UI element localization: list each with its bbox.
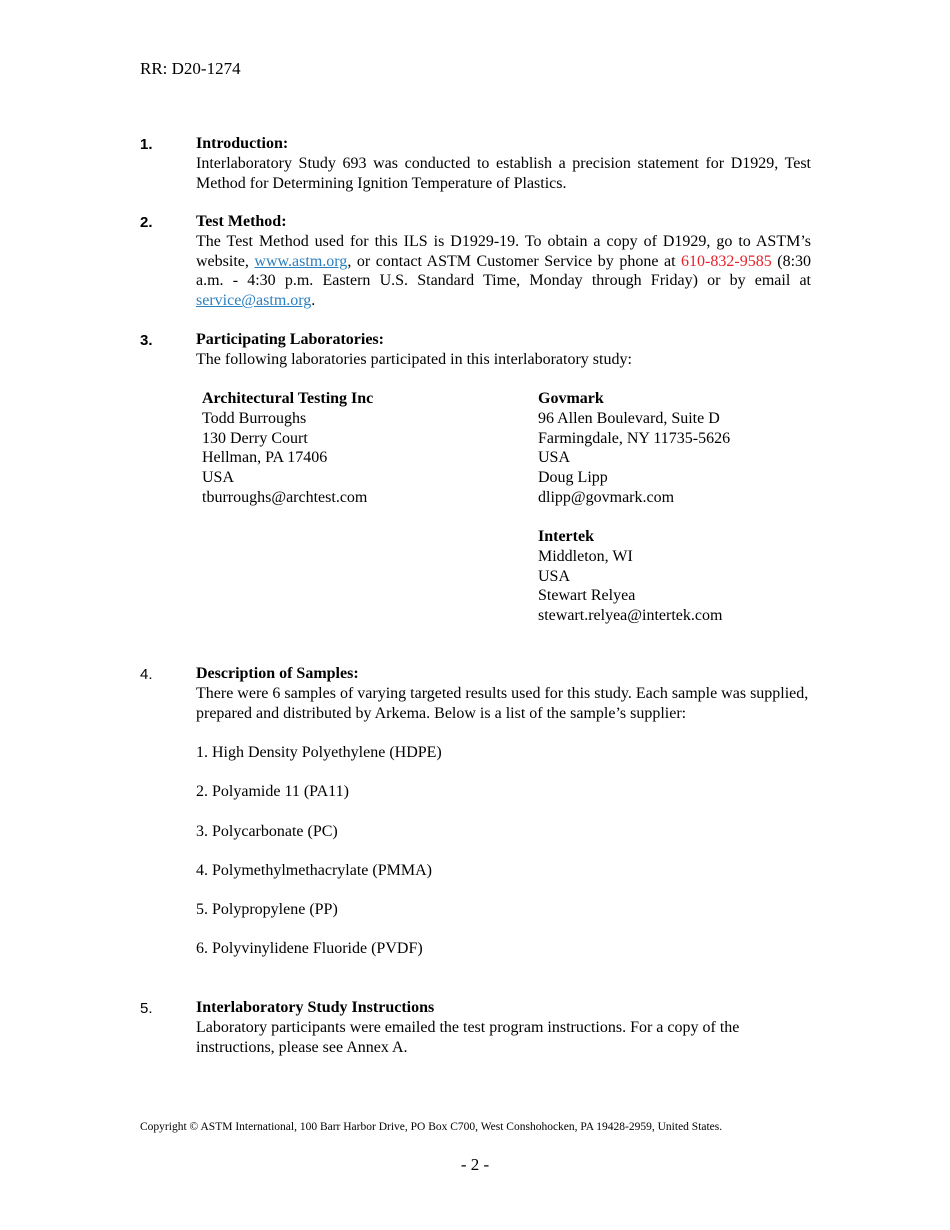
- lab-line: Todd Burroughs: [202, 409, 307, 427]
- section-1-body: Interlaboratory Study 693 was conducted to establish a precision statement for D1929, Test Method for Determining Ignition Temperature of Plastics.: [196, 154, 811, 192]
- sample-item: 3. Polycarbonate (PC): [196, 823, 338, 840]
- lab-line: Hellman, PA 17406: [202, 449, 328, 467]
- section-study-instructions: [196, 998, 811, 1057]
- section-2-title: Test Method:: [196, 213, 287, 230]
- section-4-number: 4.: [140, 666, 153, 683]
- lab-line: Stewart Relyea: [538, 587, 636, 605]
- lab-name: Intertek: [538, 528, 594, 545]
- section-2-text-c: (8:30 a.m. - 4:30 p.m. Eastern U.S. Standard Time, Monday through Friday) or by email at: [196, 252, 812, 290]
- sample-item: 2. Polyamide 11 (PA11): [196, 783, 349, 800]
- phone-number: 610-832-9585: [681, 252, 772, 270]
- lab-line: USA: [538, 449, 571, 467]
- lab-line: Middleton, WI: [538, 547, 633, 565]
- section-2-body: [196, 232, 811, 311]
- sample-item: 1. High Density Polyethylene (HDPE): [196, 744, 442, 761]
- lab-intertek: [538, 527, 838, 626]
- lab-name: Architectural Testing Inc: [202, 390, 374, 407]
- section-introduction: [196, 134, 811, 193]
- lab-govmark: [538, 389, 838, 508]
- lab-name: Govmark: [538, 390, 604, 407]
- service-email-link[interactable]: service@astm.org: [196, 292, 312, 310]
- section-5-number: 5.: [140, 1000, 153, 1017]
- lab-line: dlipp@govmark.com: [538, 488, 675, 506]
- copyright-footer: Copyright © ASTM International, 100 Barr Harbor Drive, PO Box C700, West Conshohocken, PA 19428-2959, United States.: [140, 1121, 723, 1133]
- sample-item: 4. Polymethylmethacrylate (PMMA): [196, 862, 432, 879]
- section-2-text-d: .: [311, 292, 316, 310]
- section-3-number: 3.: [140, 332, 153, 349]
- report-id-header: RR: D20-1274: [140, 59, 241, 78]
- lab-line: 130 Derry Court: [202, 429, 308, 447]
- lab-line: stewart.relyea@intertek.com: [538, 607, 723, 625]
- astm-website-link[interactable]: www.astm.org: [254, 252, 348, 270]
- section-1-title: Introduction:: [196, 135, 289, 152]
- page-number: - 2 -: [460, 1155, 490, 1174]
- section-2-number: 2.: [140, 214, 153, 231]
- section-5-body: Laboratory participants were emailed the test program instructions. For a copy of the instructions, please see Annex A.: [196, 1018, 740, 1056]
- lab-architectural-testing: [202, 389, 502, 508]
- section-5-title: Interlaboratory Study Instructions: [196, 999, 435, 1016]
- section-participating-laboratories: [196, 330, 811, 370]
- section-2-text-a: The Test Method used for this ILS is D1929-19. To obtain a copy of D1929, go to ASTM’s website,: [196, 232, 811, 270]
- lab-line: Doug Lipp: [538, 469, 608, 487]
- lab-line: Farmingdale, NY 11735-5626: [538, 429, 731, 447]
- section-1-number: 1.: [140, 136, 153, 153]
- lab-line: tburroughs@archtest.com: [202, 488, 368, 506]
- section-test-method: [196, 212, 811, 311]
- section-4-title: Description of Samples:: [196, 665, 359, 682]
- lab-line: USA: [202, 469, 235, 487]
- section-2-text-b: , or contact ASTM Customer Service by phone at: [347, 252, 682, 270]
- section-3-title: Participating Laboratories:: [196, 331, 384, 348]
- section-description-of-samples: [196, 664, 811, 723]
- section-3-body: The following laboratories participated in this interlaboratory study:: [196, 350, 632, 368]
- lab-line: 96 Allen Boulevard, Suite D: [538, 409, 720, 427]
- sample-item: 5. Polypropylene (PP): [196, 901, 338, 918]
- lab-line: USA: [538, 567, 571, 585]
- section-4-body: There were 6 samples of varying targeted results used for this study. Each sample was supplied, prepared and distributed by Arkema. Below is a list of the sample’s supplier:: [196, 684, 809, 722]
- sample-item: 6. Polyvinylidene Fluoride (PVDF): [196, 940, 423, 957]
